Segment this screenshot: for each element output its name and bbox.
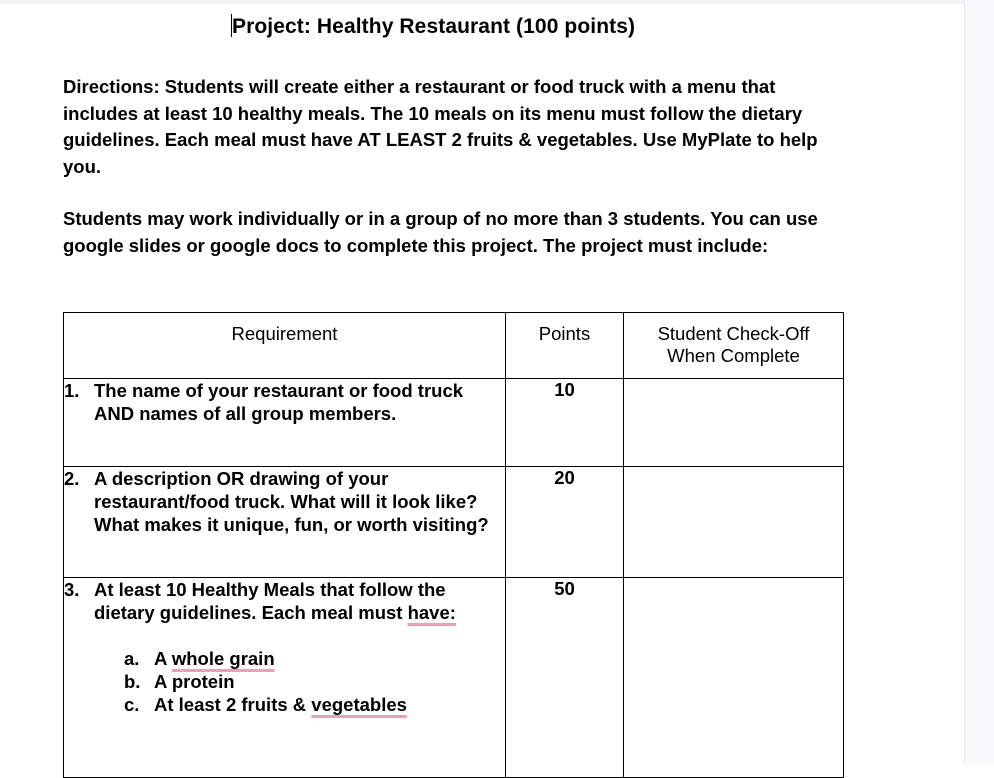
list-item: b. A protein bbox=[124, 671, 235, 692]
item-text: A description OR drawing of your restaurant/food truck. What will it look like? What makes it unique, fun, or worth visiting? bbox=[94, 468, 489, 535]
checkoff-cell[interactable] bbox=[624, 578, 844, 778]
table-row bbox=[64, 379, 844, 467]
checkoff-cell[interactable] bbox=[624, 379, 844, 467]
list-item: c. At least 2 fruits & vegetables bbox=[124, 694, 407, 715]
item-text: At least 10 Healthy Meals that follow the dietary guidelines. Each meal must have: bbox=[94, 579, 456, 623]
table-row bbox=[64, 578, 844, 778]
spellcheck-underline: whole grain bbox=[171, 648, 275, 669]
points-cell: 10 bbox=[506, 379, 624, 467]
table-header-row bbox=[64, 313, 844, 379]
sub-list bbox=[64, 647, 505, 716]
item-number: 2. bbox=[64, 468, 80, 489]
title-text: Project: Healthy Restaurant (100 points) bbox=[232, 15, 636, 38]
header-checkoff: Student Check-Off When Complete bbox=[624, 313, 844, 379]
list-item: a. A whole grain bbox=[124, 648, 275, 669]
spellcheck-underline: vegetables bbox=[311, 694, 407, 715]
requirement-cell bbox=[64, 379, 506, 467]
requirement-cell bbox=[64, 578, 506, 778]
header-points: Points bbox=[506, 313, 624, 379]
item-number: 1. bbox=[64, 380, 80, 401]
directions-paragraph: Directions: Students will create either a restaurant or food truck with a menu that includes at least 10 healthy meals. The 10 meals on its menu must follow the dietary guidelines. Each meal must have AT LEAST 2 fruits & vegetables. Use MyPlate to help you. bbox=[63, 76, 818, 177]
header-requirement: Requirement bbox=[64, 313, 506, 379]
scrollbar-gutter[interactable] bbox=[964, 0, 994, 765]
item-text: The name of your restaurant or food truck AND names of all group members. bbox=[94, 380, 464, 424]
group-info-paragraph: Students may work individually or in a group of no more than 3 students. You can use google slides or google docs to complete this project. The project must include: bbox=[63, 208, 818, 256]
requirements-table bbox=[63, 312, 844, 778]
checkoff-cell[interactable] bbox=[624, 467, 844, 578]
spellcheck-underline: have: bbox=[407, 602, 456, 623]
points-cell: 50 bbox=[506, 578, 624, 778]
requirement-cell bbox=[64, 467, 506, 578]
document-page[interactable] bbox=[0, 4, 964, 765]
document-title bbox=[231, 14, 635, 39]
points-cell: 20 bbox=[506, 467, 624, 578]
item-number: 3. bbox=[64, 579, 80, 600]
table-row bbox=[64, 467, 844, 578]
